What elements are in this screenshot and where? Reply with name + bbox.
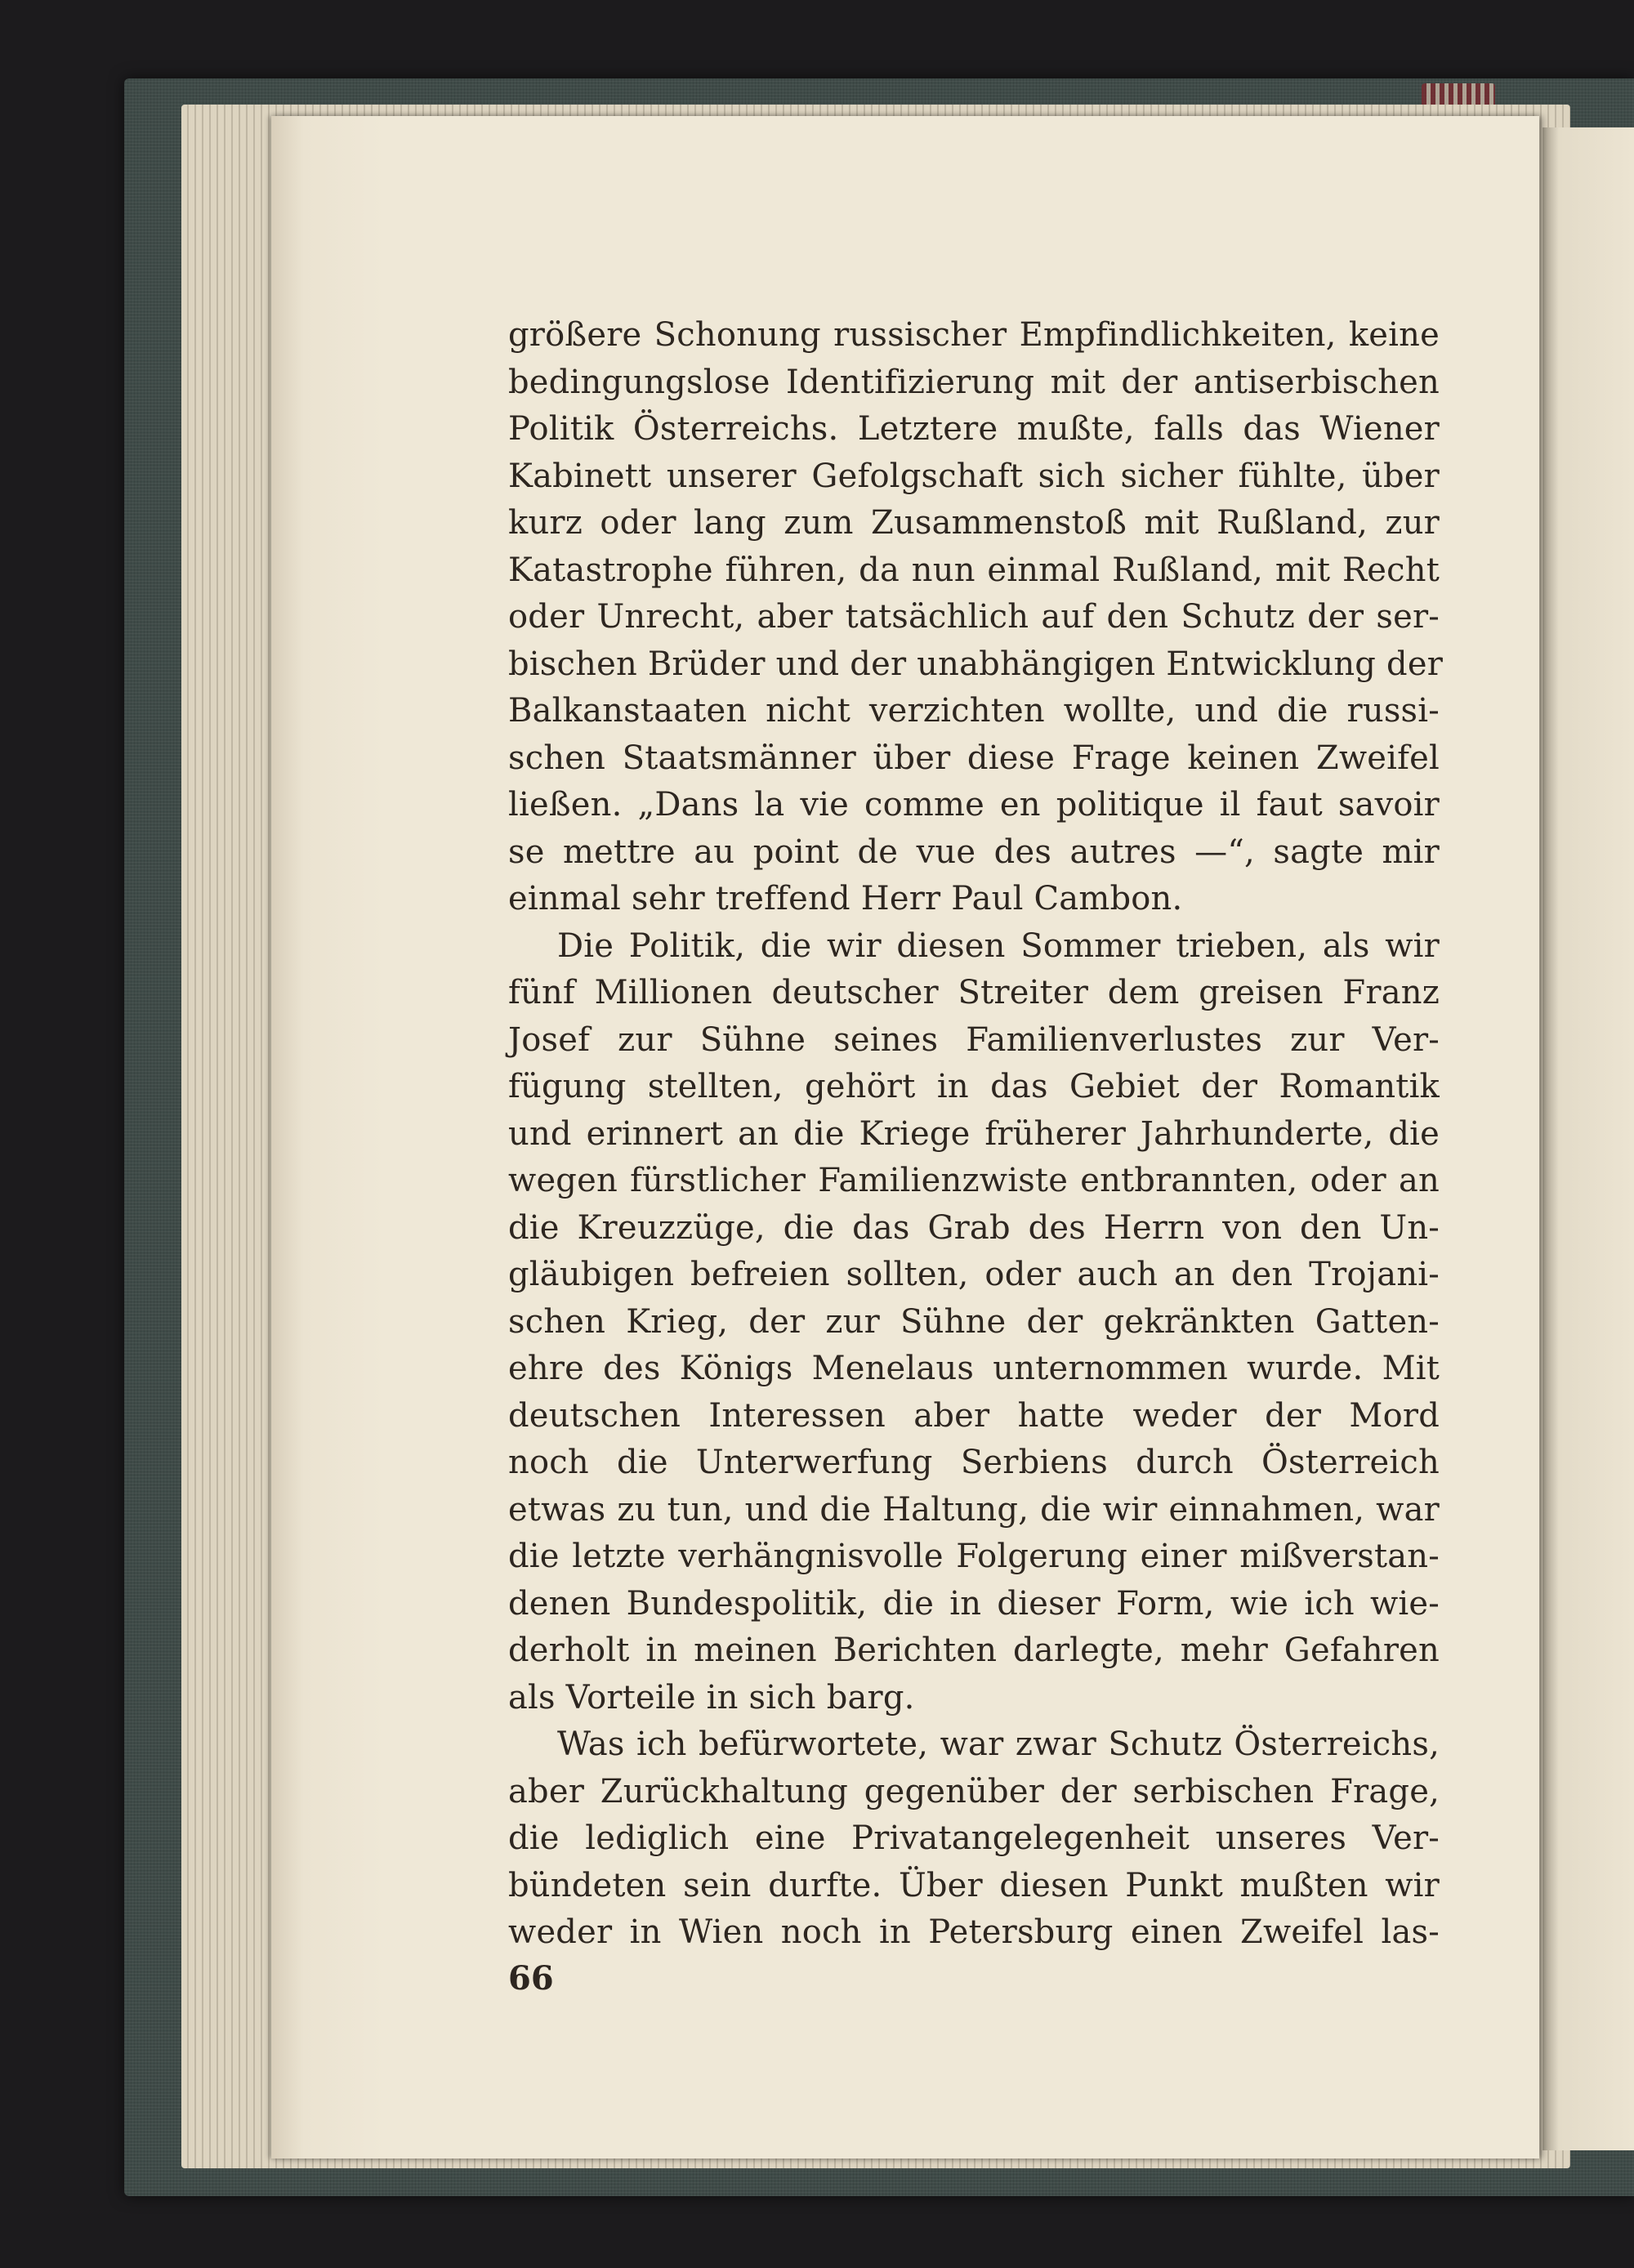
- text-line: schen Krieg, der zur Sühne der gekränkten Gatten-: [508, 1302, 1440, 1341]
- text-line: größere Schonung russischer Empfindlichkeiten, keine: [508, 316, 1440, 354]
- text-line: ehre des Königs Menelaus unternommen wurde. Mit: [508, 1350, 1440, 1387]
- text-line: gläubigen befreien sollten, oder auch an den Trojani-: [508, 1256, 1440, 1293]
- text-line: Josef zur Sühne seines Familienverlustes zur Ver-: [508, 1020, 1440, 1059]
- text-line: denen Bundespolitik, die in dieser Form, wie ich wie-: [508, 1584, 1440, 1623]
- paragraph-start-line: Die Politik, die wir diesen Sommer trieben, als wir: [557, 926, 1440, 965]
- text-line: Katastrophe führen, da nun einmal Rußland, mit Recht: [508, 551, 1440, 589]
- text-line: schen Staatsmänner über diese Frage keinen Zweifel: [508, 739, 1440, 777]
- text-line: bündeten sein durfte. Über diesen Punkt mußten wir: [508, 1866, 1440, 1904]
- text-line: derholt in meinen Berichten darlegte, mehr Gefahren: [508, 1632, 1440, 1669]
- text-line: Kabinett unserer Gefolgschaft sich sicher fühlte, über: [508, 457, 1440, 495]
- facing-page: [1542, 127, 1634, 2150]
- text-line: oder Unrecht, aber tatsächlich auf den Schutz der ser-: [508, 598, 1440, 636]
- text-line: noch die Unterwerfung Serbiens durch Österreich: [508, 1444, 1440, 1481]
- paragraph-end-line: als Vorteile in sich barg.: [508, 1678, 915, 1717]
- text-line: kurz oder lang zum Zusammenstoß mit Rußland, zur: [508, 504, 1440, 542]
- page-number: 66: [508, 1959, 554, 1998]
- text-line: und erinnert an die Kriege früherer Jahrhunderte, die: [508, 1114, 1440, 1153]
- text-line: fügung stellten, gehört in das Gebiet der Romantik: [508, 1068, 1440, 1105]
- text-line: bischen Brüder und der unabhängigen Entwicklung der: [508, 645, 1444, 683]
- text-line: fünf Millionen deutscher Streiter dem greisen Franz: [508, 974, 1440, 1011]
- text-line: aber Zurückhaltung gegenüber der serbischen Frage,: [508, 1772, 1440, 1810]
- text-line: etwas zu tun, und die Haltung, die wir einnahmen, war: [508, 1490, 1440, 1529]
- text-line: se mettre au point de vue des autres —“, sagte mir: [508, 833, 1440, 871]
- text-line: weder in Wien noch in Petersburg einen Zweifel las-: [508, 1913, 1440, 1951]
- page-text: [508, 312, 1444, 1957]
- text-line: die lediglich eine Privatangelegenheit unseres Ver-: [508, 1819, 1440, 1857]
- text-line: bedingungslose Identifizierung mit der antiserbischen: [508, 363, 1440, 401]
- text-line: Balkanstaaten nicht verzichten wollte, und die russi-: [508, 692, 1440, 730]
- text-line: die letzte verhängnisvolle Folgerung einer mißverstan-: [508, 1538, 1440, 1575]
- paragraph-end-line: einmal sehr treffend Herr Paul Cambon.: [508, 880, 1183, 917]
- text-line: die Kreuzzüge, die das Grab des Herrn von den Un-: [508, 1208, 1440, 1247]
- text-line: wegen fürstlicher Familienzwiste entbrannten, oder an: [508, 1162, 1440, 1199]
- text-line: deutschen Interessen aber hatte weder der Mord: [508, 1396, 1440, 1435]
- paragraph-start-line: Was ich befürwortete, war zwar Schutz Österreichs,: [557, 1726, 1440, 1763]
- text-line: ließen. „Dans la vie comme en politique il faut savoir: [508, 786, 1440, 824]
- text-line: Politik Österreichs. Letztere mußte, falls das Wiener: [508, 410, 1440, 448]
